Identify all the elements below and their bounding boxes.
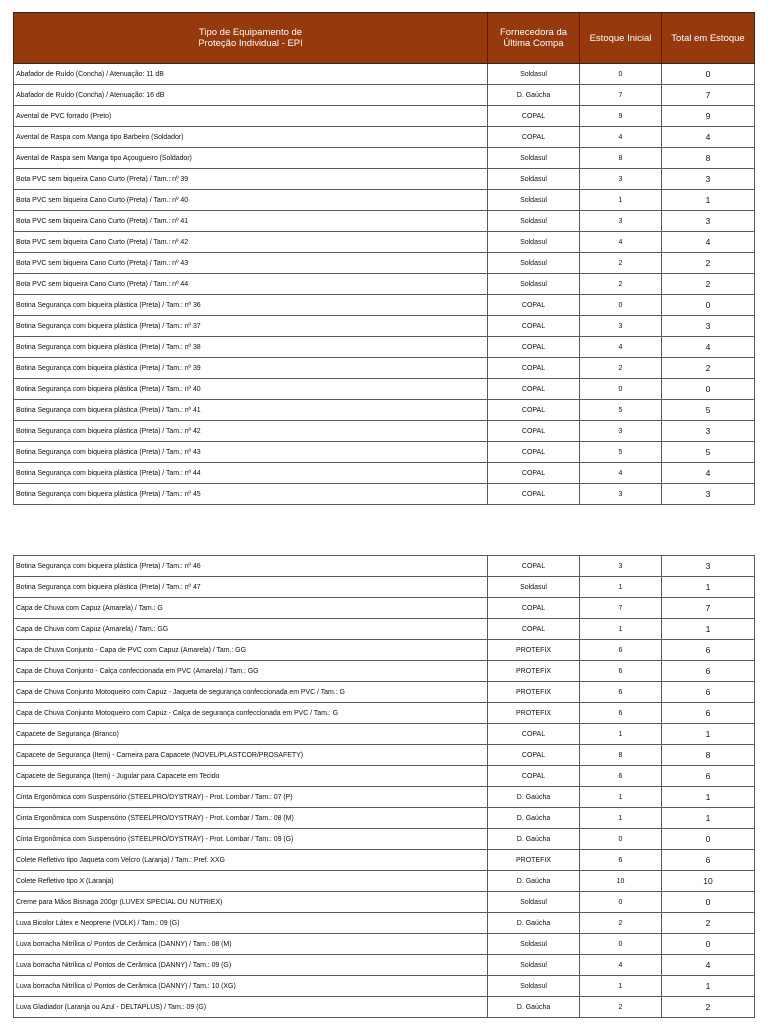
table-row <box>14 295 755 316</box>
initial-stock-cell: 0 <box>580 379 662 400</box>
table-row <box>14 337 755 358</box>
total-stock-cell: 1 <box>662 190 755 211</box>
total-stock-cell: 1 <box>662 808 755 829</box>
item-name-cell: Botina Segurança com biqueira plástica (Preta) / Tam.: nº 46 <box>14 556 488 577</box>
table-row <box>14 724 755 745</box>
table-row <box>14 400 755 421</box>
supplier-cell: COPAL <box>488 463 580 484</box>
table-row <box>14 682 755 703</box>
total-stock-cell: 0 <box>662 892 755 913</box>
epi-stock-table-1 <box>13 12 755 505</box>
initial-stock-cell: 1 <box>580 787 662 808</box>
initial-stock-cell: 6 <box>580 661 662 682</box>
supplier-cell: Soldasul <box>488 190 580 211</box>
total-stock-cell: 4 <box>662 127 755 148</box>
total-stock-cell: 2 <box>662 253 755 274</box>
table-row <box>14 64 755 85</box>
supplier-cell: COPAL <box>488 619 580 640</box>
total-stock-cell: 3 <box>662 316 755 337</box>
initial-stock-cell: 1 <box>580 724 662 745</box>
initial-stock-cell: 4 <box>580 463 662 484</box>
item-name-cell: Capacete de Segurança (Item) - Carneira para Capacete (NOVEL/PLASTCOR/PROSAFETY) <box>14 745 488 766</box>
item-name-cell: Capa de Chuva Conjunto Motoqueiro com Capuz - Jaqueta de segurança confeccionada em PVC / Tam.: G <box>14 682 488 703</box>
table-row <box>14 442 755 463</box>
supplier-cell: Soldasul <box>488 892 580 913</box>
total-stock-cell: 2 <box>662 358 755 379</box>
item-name-cell: Botina Segurança com biqueira plástica (Preta) / Tam.: nº 38 <box>14 337 488 358</box>
table-row <box>14 598 755 619</box>
table-row <box>14 421 755 442</box>
initial-stock-cell: 3 <box>580 484 662 505</box>
table-row <box>14 463 755 484</box>
epi-stock-table-2 <box>13 555 755 1018</box>
table-row <box>14 169 755 190</box>
supplier-cell: COPAL <box>488 484 580 505</box>
item-name-cell: Capa de Chuva Conjunto - Calça confeccionada em PVC (Amarela) / Tam.: GG <box>14 661 488 682</box>
table-row <box>14 484 755 505</box>
table-row <box>14 358 755 379</box>
initial-stock-cell: 0 <box>580 829 662 850</box>
initial-stock-cell: 8 <box>580 148 662 169</box>
supplier-cell: Soldasul <box>488 934 580 955</box>
initial-stock-cell: 9 <box>580 106 662 127</box>
supplier-cell: COPAL <box>488 106 580 127</box>
supplier-cell: COPAL <box>488 556 580 577</box>
initial-stock-cell: 10 <box>580 871 662 892</box>
table-row <box>14 211 755 232</box>
initial-stock-cell: 0 <box>580 64 662 85</box>
initial-stock-cell: 2 <box>580 358 662 379</box>
total-stock-cell: 8 <box>662 745 755 766</box>
initial-stock-cell: 2 <box>580 913 662 934</box>
initial-stock-cell: 8 <box>580 745 662 766</box>
item-name-cell: Abafador de Ruído (Concha) / Atenuação: 11 dB <box>14 64 488 85</box>
supplier-cell: D. Gaúcha <box>488 871 580 892</box>
item-name-cell: Luva borracha Nitrílica c/ Pontos de Cerâmica (DANNY) / Tam.: 10 (XG) <box>14 976 488 997</box>
initial-stock-cell: 7 <box>580 85 662 106</box>
initial-stock-cell: 4 <box>580 232 662 253</box>
supplier-cell: COPAL <box>488 598 580 619</box>
total-stock-cell: 7 <box>662 85 755 106</box>
supplier-cell: Soldasul <box>488 232 580 253</box>
total-stock-cell: 4 <box>662 463 755 484</box>
item-name-cell: Luva borracha Nitrílica c/ Pontos de Cerâmica (DANNY) / Tam.: 09 (G) <box>14 955 488 976</box>
supplier-cell: D. Gaúcha <box>488 829 580 850</box>
table-row <box>14 829 755 850</box>
total-stock-cell: 4 <box>662 955 755 976</box>
table-row <box>14 808 755 829</box>
total-stock-cell: 3 <box>662 484 755 505</box>
table-row <box>14 703 755 724</box>
supplier-cell: COPAL <box>488 337 580 358</box>
item-name-cell: Abafador de Ruído (Concha) / Atenuação: 16 dB <box>14 85 488 106</box>
total-stock-cell: 10 <box>662 871 755 892</box>
initial-stock-cell: 6 <box>580 766 662 787</box>
initial-stock-cell: 2 <box>580 253 662 274</box>
total-stock-cell: 6 <box>662 850 755 871</box>
supplier-cell: PROTEFIX <box>488 703 580 724</box>
initial-stock-cell: 3 <box>580 556 662 577</box>
item-name-cell: Botina Segurança com biqueira plástica (Preta) / Tam.: nº 45 <box>14 484 488 505</box>
item-name-cell: Luva borracha Nitrílica c/ Pontos de Cerâmica (DANNY) / Tam.: 08 (M) <box>14 934 488 955</box>
item-name-cell: Avental de PVC forrado (Preto) <box>14 106 488 127</box>
supplier-cell: COPAL <box>488 379 580 400</box>
initial-stock-cell: 1 <box>580 190 662 211</box>
supplier-cell: PROTEFIX <box>488 850 580 871</box>
item-name-cell: Bota PVC sem biqueira Cano Curto (Preta) / Tam.: nº 41 <box>14 211 488 232</box>
supplier-cell: COPAL <box>488 421 580 442</box>
table-row <box>14 379 755 400</box>
supplier-cell: Soldasul <box>488 976 580 997</box>
item-name-cell: Capacete de Segurança (Item) - Jugular para Capacete em Tecido <box>14 766 488 787</box>
supplier-cell: D. Gaúcha <box>488 85 580 106</box>
initial-stock-cell: 4 <box>580 337 662 358</box>
supplier-cell: COPAL <box>488 442 580 463</box>
table-row <box>14 934 755 955</box>
initial-stock-cell: 4 <box>580 127 662 148</box>
item-name-cell: Bota PVC sem biqueira Cano Curto (Preta) / Tam.: nº 39 <box>14 169 488 190</box>
item-name-cell: Botina Segurança com biqueira plástica (Preta) / Tam.: nº 47 <box>14 577 488 598</box>
table-row <box>14 640 755 661</box>
item-name-cell: Botina Segurança com biqueira plástica (Preta) / Tam.: nº 39 <box>14 358 488 379</box>
header-total-stock: Total em Estoque <box>662 13 755 64</box>
total-stock-cell: 0 <box>662 295 755 316</box>
item-name-cell: Capa de Chuva com Capuz (Amarela) / Tam.: GG <box>14 619 488 640</box>
total-stock-cell: 1 <box>662 724 755 745</box>
table-row <box>14 190 755 211</box>
supplier-cell: PROTEFIX <box>488 661 580 682</box>
supplier-cell: D. Gaúcha <box>488 913 580 934</box>
table-row <box>14 148 755 169</box>
item-name-cell: Cinta Ergonômica com Suspensório (STEELPRO/DYSTRAY) - Prot. Lombar / Tam.: 08 (M) <box>14 808 488 829</box>
table-row <box>14 850 755 871</box>
total-stock-cell: 4 <box>662 232 755 253</box>
table-row <box>14 253 755 274</box>
supplier-cell: COPAL <box>488 745 580 766</box>
supplier-cell: COPAL <box>488 295 580 316</box>
total-stock-cell: 6 <box>662 661 755 682</box>
total-stock-cell: 9 <box>662 106 755 127</box>
total-stock-cell: 6 <box>662 682 755 703</box>
supplier-cell: Soldasul <box>488 64 580 85</box>
table-row <box>14 871 755 892</box>
table-row <box>14 85 755 106</box>
initial-stock-cell: 5 <box>580 400 662 421</box>
total-stock-cell: 2 <box>662 997 755 1018</box>
table-row <box>14 619 755 640</box>
supplier-cell: COPAL <box>488 400 580 421</box>
header-initial-stock: Estoque Inicial <box>580 13 662 64</box>
header-supplier: Fornecedora da Última Compa <box>488 13 580 64</box>
item-name-cell: Colete Refletivo tipo X (Laranja) <box>14 871 488 892</box>
item-name-cell: Botina Segurança com biqueira plástica (Preta) / Tam.: nº 43 <box>14 442 488 463</box>
item-name-cell: Cinta Ergonômica com Suspensório (STEELPRO/DYSTRAY) - Prot. Lombar / Tam.: 07 (P) <box>14 787 488 808</box>
table-row <box>14 955 755 976</box>
supplier-cell: Soldasul <box>488 148 580 169</box>
total-stock-cell: 2 <box>662 274 755 295</box>
total-stock-cell: 3 <box>662 556 755 577</box>
total-stock-cell: 1 <box>662 787 755 808</box>
total-stock-cell: 3 <box>662 421 755 442</box>
initial-stock-cell: 1 <box>580 976 662 997</box>
item-name-cell: Capacete de Segurança (Branco) <box>14 724 488 745</box>
initial-stock-cell: 6 <box>580 682 662 703</box>
supplier-cell: PROTEFIX <box>488 640 580 661</box>
total-stock-cell: 3 <box>662 211 755 232</box>
supplier-cell: COPAL <box>488 127 580 148</box>
total-stock-cell: 6 <box>662 640 755 661</box>
initial-stock-cell: 3 <box>580 211 662 232</box>
item-name-cell: Botina Segurança com biqueira plástica (Preta) / Tam.: nº 36 <box>14 295 488 316</box>
supplier-cell: Soldasul <box>488 253 580 274</box>
item-name-cell: Botina Segurança com biqueira plástica (Preta) / Tam.: nº 37 <box>14 316 488 337</box>
item-name-cell: Capa de Chuva Conjunto Motoqueiro com Capuz - Calça de segurança confeccionada em PVC / Tam.: G <box>14 703 488 724</box>
initial-stock-cell: 6 <box>580 850 662 871</box>
supplier-cell: D. Gaúcha <box>488 787 580 808</box>
total-stock-cell: 5 <box>662 442 755 463</box>
initial-stock-cell: 6 <box>580 640 662 661</box>
total-stock-cell: 1 <box>662 619 755 640</box>
initial-stock-cell: 3 <box>580 316 662 337</box>
item-name-cell: Bota PVC sem biqueira Cano Curto (Preta) / Tam.: nº 43 <box>14 253 488 274</box>
item-name-cell: Botina Segurança com biqueira plástica (Preta) / Tam.: nº 42 <box>14 421 488 442</box>
total-stock-cell: 0 <box>662 379 755 400</box>
total-stock-cell: 2 <box>662 913 755 934</box>
table-row <box>14 745 755 766</box>
supplier-cell: COPAL <box>488 724 580 745</box>
initial-stock-cell: 1 <box>580 808 662 829</box>
supplier-cell: Soldasul <box>488 211 580 232</box>
total-stock-cell: 0 <box>662 934 755 955</box>
initial-stock-cell: 1 <box>580 577 662 598</box>
table-row <box>14 766 755 787</box>
item-name-cell: Bota PVC sem biqueira Cano Curto (Preta) / Tam.: nº 44 <box>14 274 488 295</box>
item-name-cell: Bota PVC sem biqueira Cano Curto (Preta) / Tam.: nº 40 <box>14 190 488 211</box>
table-header-row <box>14 13 755 64</box>
initial-stock-cell: 0 <box>580 295 662 316</box>
item-name-cell: Luva Gladiador (Laranja ou Azul - DELTAPLUS) / Tam.: 09 (G) <box>14 997 488 1018</box>
total-stock-cell: 1 <box>662 976 755 997</box>
item-name-cell: Botina Segurança com biqueira plástica (Preta) / Tam.: nº 44 <box>14 463 488 484</box>
table-row <box>14 106 755 127</box>
table-row <box>14 913 755 934</box>
table-row <box>14 127 755 148</box>
total-stock-cell: 0 <box>662 64 755 85</box>
item-name-cell: Luva Bicolor Látex e Neoprene (VOLK) / Tam.: 09 (G) <box>14 913 488 934</box>
item-name-cell: Colete Refletivo tipo Jaqueta com Velcro (Laranja) / Tam.: Pref. XXG <box>14 850 488 871</box>
supplier-cell: COPAL <box>488 358 580 379</box>
supplier-cell: D. Gaúcha <box>488 808 580 829</box>
initial-stock-cell: 3 <box>580 421 662 442</box>
table-body-1 <box>14 64 755 505</box>
supplier-cell: Soldasul <box>488 169 580 190</box>
table-row <box>14 316 755 337</box>
item-name-cell: Bota PVC sem biqueira Cano Curto (Preta) / Tam.: nº 42 <box>14 232 488 253</box>
table-row <box>14 892 755 913</box>
total-stock-cell: 4 <box>662 337 755 358</box>
item-name-cell: Botina Segurança com biqueira plástica (Preta) / Tam.: nº 41 <box>14 400 488 421</box>
total-stock-cell: 3 <box>662 169 755 190</box>
table-row <box>14 661 755 682</box>
total-stock-cell: 0 <box>662 829 755 850</box>
table-row <box>14 787 755 808</box>
supplier-cell: D. Gaúcha <box>488 997 580 1018</box>
initial-stock-cell: 3 <box>580 169 662 190</box>
initial-stock-cell: 4 <box>580 955 662 976</box>
initial-stock-cell: 2 <box>580 274 662 295</box>
initial-stock-cell: 0 <box>580 892 662 913</box>
supplier-cell: PROTEFIX <box>488 682 580 703</box>
initial-stock-cell: 0 <box>580 934 662 955</box>
total-stock-cell: 6 <box>662 703 755 724</box>
supplier-cell: COPAL <box>488 316 580 337</box>
table-row <box>14 997 755 1018</box>
total-stock-cell: 6 <box>662 766 755 787</box>
initial-stock-cell: 7 <box>580 598 662 619</box>
item-name-cell: Capa de Chuva com Capuz (Amarela) / Tam.: G <box>14 598 488 619</box>
initial-stock-cell: 2 <box>580 997 662 1018</box>
item-name-cell: Cinta Ergonômica com Suspensório (STEELPRO/DYSTRAY) - Prot. Lombar / Tam.: 09 (G) <box>14 829 488 850</box>
item-name-cell: Botina Segurança com biqueira plástica (Preta) / Tam.: nº 40 <box>14 379 488 400</box>
table-row <box>14 577 755 598</box>
item-name-cell: Avental de Raspa sem Manga tipo Açougueiro (Soldador) <box>14 148 488 169</box>
table-row <box>14 232 755 253</box>
header-epi-type: Tipo de Equipamento de Proteção Individual - EPI <box>14 13 488 64</box>
total-stock-cell: 1 <box>662 577 755 598</box>
initial-stock-cell: 5 <box>580 442 662 463</box>
table-row <box>14 556 755 577</box>
item-name-cell: Avental de Raspa com Manga tipo Barbeiro (Soldador) <box>14 127 488 148</box>
initial-stock-cell: 6 <box>580 703 662 724</box>
total-stock-cell: 7 <box>662 598 755 619</box>
initial-stock-cell: 1 <box>580 619 662 640</box>
table-row <box>14 274 755 295</box>
supplier-cell: Soldasul <box>488 577 580 598</box>
supplier-cell: Soldasul <box>488 274 580 295</box>
supplier-cell: COPAL <box>488 766 580 787</box>
table-body-2 <box>14 556 755 1018</box>
total-stock-cell: 5 <box>662 400 755 421</box>
item-name-cell: Creme para Mãos Bisnaga 200gr (LUVEX SPECIAL OU NUTRIEX) <box>14 892 488 913</box>
table-row <box>14 976 755 997</box>
item-name-cell: Capa de Chuva Conjunto - Capa de PVC com Capuz (Amarela) / Tam.: GG <box>14 640 488 661</box>
supplier-cell: Soldasul <box>488 955 580 976</box>
total-stock-cell: 8 <box>662 148 755 169</box>
